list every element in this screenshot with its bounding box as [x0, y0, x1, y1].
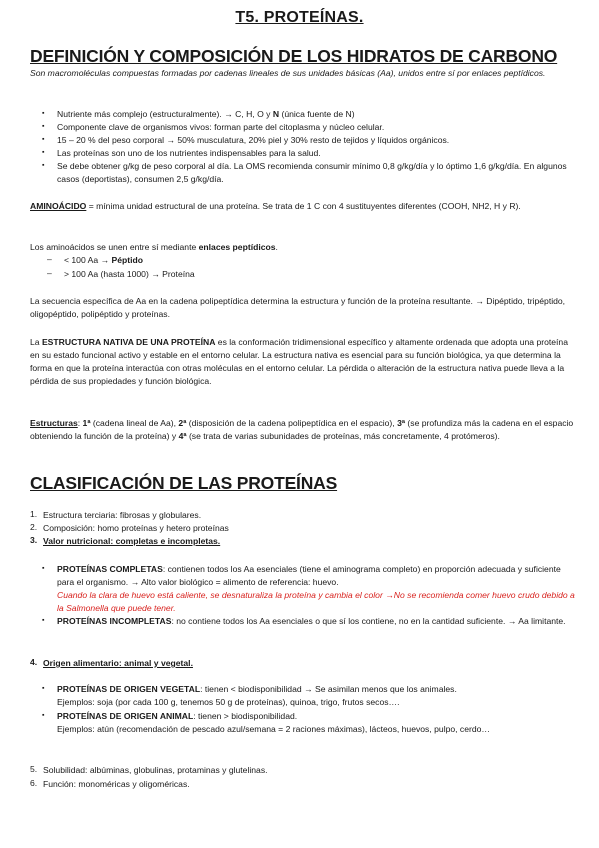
- bullet-marker: ▪: [42, 162, 45, 169]
- section-heading-definicion: DEFINICIÓN Y COMPOSICIÓN DE LOS HIDRATOS DE CARBONO: [30, 46, 558, 66]
- bullet-marker: ▪: [42, 617, 45, 624]
- list-number: 5.: [30, 764, 38, 774]
- dash-marker: –: [47, 268, 52, 278]
- bullet-bold: N: [272, 109, 280, 119]
- peptido-bold: Péptido: [111, 255, 144, 265]
- nativa-text: es la conformación tridimensional específico y altamente ordenada que adopta una proteína en su estado funcional activo y estable en el entorno celular. La estructura nativa es esencial para su función biológica, ya que determina la forma en que la proteína interactúa con otras moléculas en el entorno celular. La pérdida o alteración de la estructura nativa puede lleva a la pérdida de sus propiedades y función biológica.: [30, 337, 568, 386]
- secuencia-paragraph: La secuencia específica de Aa en la cadena polipeptídica determina la estructura y función de la proteína resultante. → Dipéptido, tripéptido, oligopéptido, polipéptido y proteínas.: [30, 296, 566, 319]
- animal-examples: Ejemplos: atún (recomendación de pescado azul/semana = 2 raciones máximas), lácteos, huevos, pulpo, cerdo…: [57, 724, 491, 734]
- completas-text: : contienen todos los Aa esenciales (tiene el aminograma completo) en proporción adecuada y suficiente para el organismo. → Alto valor biológico = alimento de referencia: huevo.: [57, 564, 561, 587]
- list-number: 2.: [30, 522, 38, 532]
- animal-term: PROTEÍNAS DE ORIGEN ANIMAL: [57, 711, 194, 721]
- bullet-text: Nutriente más complejo (estructuralmente). → C, H, O y: [57, 109, 273, 119]
- estructuras-text: :: [77, 418, 83, 428]
- estructuras-text: (se profundiza más la cadena en el espacio obteniendo la función de la proteína) y: [30, 418, 574, 441]
- estructura-4: 4ª: [178, 431, 187, 441]
- list-item: 15 – 20 % del peso corporal → 50% musculatura, 20% piel y 30% resto de tejidos y líquidos orgánicos.: [57, 135, 450, 145]
- list-item: [57, 108, 577, 121]
- list-item: Valor nutricional: completas e incompletas.: [43, 536, 221, 546]
- list-number: 3.: [30, 535, 38, 545]
- estructuras-paragraph: [30, 417, 575, 443]
- bullet-marker: ▪: [42, 149, 45, 156]
- completas-item: [57, 563, 577, 589]
- dash-marker: –: [47, 254, 52, 264]
- list-item: Función: monoméricas y oligoméricas.: [43, 779, 190, 789]
- list-number: 4.: [30, 657, 38, 667]
- proteina-line: > 100 Aa (hasta 1000) → Proteína: [64, 269, 195, 279]
- bullet-marker: ▪: [42, 565, 45, 572]
- estructuras-text: (se trata de varias subunidades de proteínas, más concretamente, 4 protómeros).: [186, 431, 500, 441]
- origen-item: Origen alimentario: animal y vegetal.: [43, 658, 193, 668]
- estructuras-text: (disposición de la cadena polipeptídica en el espacio),: [186, 418, 398, 428]
- completas-term: PROTEÍNAS COMPLETAS: [57, 564, 163, 574]
- nativa-term: ESTRUCTURA NATIVA DE UNA PROTEÍNA: [41, 337, 216, 347]
- enlaces-bold: enlaces peptídicos: [198, 242, 276, 252]
- peptido-text: < 100 Aa →: [64, 255, 112, 265]
- estructura-1: 1ª: [82, 418, 91, 428]
- list-item: Las proteínas son uno de los nutrientes indispensables para la salud.: [57, 148, 321, 158]
- list-item: Componente clave de organismos vivos: forman parte del citoplasma y núcleo celular.: [57, 122, 385, 132]
- bullet-marker: ▪: [42, 685, 45, 692]
- list-number: 6.: [30, 778, 38, 788]
- list-item: Solubilidad: albúminas, globulinas, protaminas y glutelinas.: [43, 765, 268, 775]
- estructura-nativa-paragraph: [30, 336, 575, 388]
- animal-item: [57, 710, 599, 723]
- nativa-text-start: La: [30, 337, 42, 347]
- document-title: T5. PROTEÍNAS.: [235, 9, 364, 26]
- vegetal-text: : tienen < biodisponibilidad → Se asimilan menos que los animales.: [200, 684, 457, 694]
- peptido-line: [64, 254, 599, 267]
- estructura-3: 3ª: [397, 418, 406, 428]
- completas-note: Cuando la clara de huevo está caliente, se desnaturaliza la proteína y cambia el color →No se recomienda comer huevo crudo debido a la Salmonella que puede tener.: [57, 590, 575, 613]
- aminoacido-definition: [30, 200, 575, 213]
- incompletas-text: : no contiene todos los Aa esenciales o que sí los contiene, no en la cantidad suficiente. → Aa limitante.: [171, 616, 566, 626]
- bullet-marker: ▪: [42, 136, 45, 143]
- incompletas-item: [57, 615, 577, 628]
- bullet-text-end: (única fuente de N): [279, 109, 355, 119]
- intro-paragraph: Son macromoléculas compuestas formadas por cadenas lineales de sus unidades básicas (Aa), unidos entre sí por enlaces peptídicos.: [30, 68, 546, 78]
- estructura-2: 2ª: [178, 418, 187, 428]
- vegetal-examples: Ejemplos: soja (por cada 100 g, tenemos 50 g de proteínas), quinoa, trigo, frutos secos….: [57, 697, 400, 707]
- bullet-marker: ▪: [42, 110, 45, 117]
- list-item: Composición: homo proteínas y hetero proteínas: [43, 523, 229, 533]
- list-number: 1.: [30, 509, 38, 519]
- bullet-marker: ▪: [42, 123, 45, 130]
- aminoacido-term: AMINOÁCIDO: [30, 201, 87, 211]
- incompletas-term: PROTEÍNAS INCOMPLETAS: [57, 616, 172, 626]
- animal-text: : tienen > biodisponibilidad.: [193, 711, 298, 721]
- vegetal-term: PROTEÍNAS DE ORIGEN VEGETAL: [57, 684, 201, 694]
- list-item: Estructura terciaria: fibrosas y globulares.: [43, 510, 202, 520]
- section-heading-clasificacion: CLASIFICACIÓN DE LAS PROTEÍNAS: [30, 473, 338, 493]
- estructuras-term: Estructuras: [30, 418, 78, 428]
- bullet-marker: ▪: [42, 712, 45, 719]
- list-item: Se debe obtener g/kg de peso corporal al día. La OMS recomienda consumir mínimo 0,8 g/kg/día y lo óptimo 1,6 g/kg/día. En algunos casos (deportistas), consumen 2,5 g/kg/día.: [57, 161, 567, 184]
- aminoacido-text: = mínima unidad estructural de una proteína. Se trata de 1 C con 4 sustituyentes diferentes (COOH, NH2, H y R).: [86, 201, 521, 211]
- enlaces-end: .: [275, 242, 278, 252]
- enlaces-text: Los aminoácidos se unen entre sí mediante: [30, 242, 199, 252]
- vegetal-item: [57, 683, 599, 696]
- estructuras-text: (cadena lineal de Aa),: [90, 418, 179, 428]
- enlaces-line: [30, 241, 575, 254]
